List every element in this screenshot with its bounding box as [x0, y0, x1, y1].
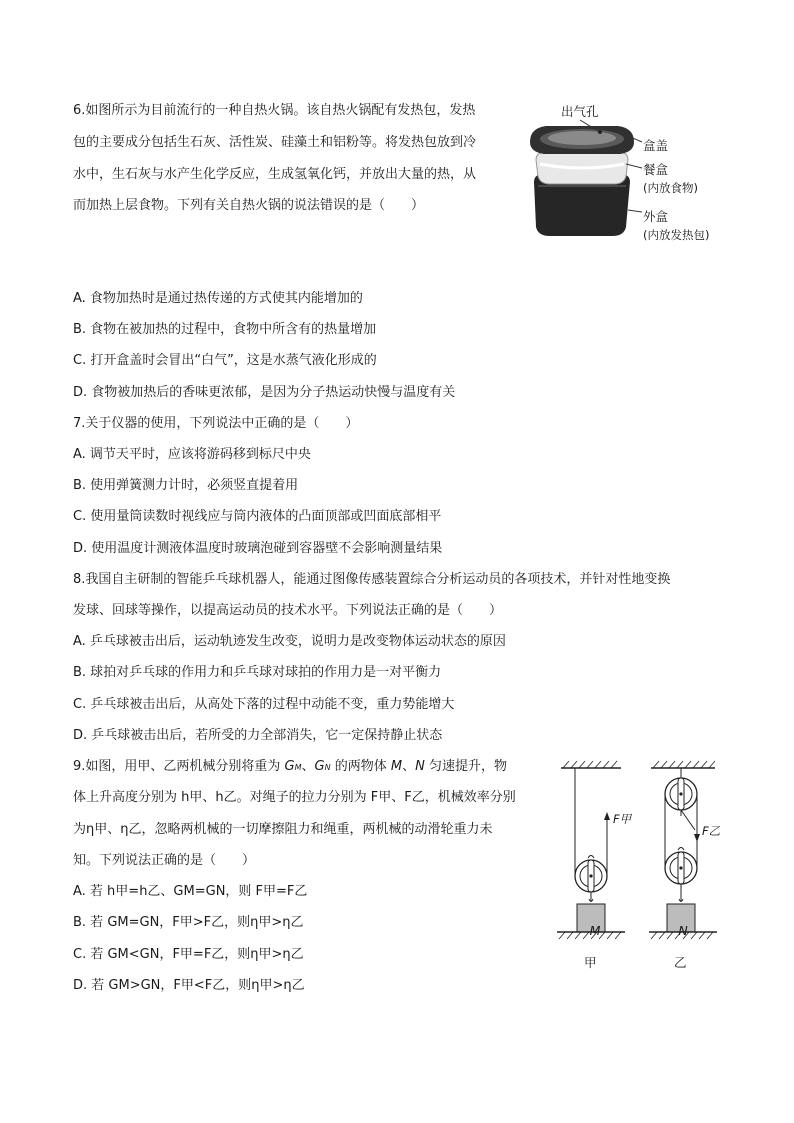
q7-option-a: A. 调节天平时，应该将游码移到标尺中央 — [73, 447, 311, 462]
hotpot-illustration — [520, 112, 720, 247]
outer-label: 外盒 — [643, 209, 669, 224]
q9-l1-gm: G — [284, 759, 295, 774]
force-label-left: F甲 — [613, 812, 632, 826]
q9-option-d: D. 若 GM>GN，F甲<F乙，则η甲>η乙 — [73, 978, 305, 993]
q9-option-b: B. 若 GM=GN，F甲>F乙，则η甲>η乙 — [73, 915, 304, 930]
q9-l1-pre: 9.如图，用甲、乙两机械分别将重为 — [73, 759, 285, 774]
q7-option-c: C. 使用量筒读数时视线应与筒内液体的凸面顶部或凹面底部相平 — [73, 509, 442, 524]
q9-stem-line-1 — [73, 759, 507, 776]
q9-l1-dun: 、 — [402, 759, 416, 774]
q9-l1-n: N — [324, 763, 331, 772]
q7-option-d: D. 使用温度计测液体温度时玻璃泡碰到容器壁不会影响测量结果 — [73, 541, 443, 556]
caption-yi: 乙 — [674, 955, 687, 970]
q6-stem-line-3: 水中，生石灰与水产生化学反应，生成氢氧化钙，并放出大量的热，从 — [73, 167, 477, 182]
q9-l1-gn: G — [314, 759, 325, 774]
q7-stem: 7.关于仪器的使用，下列说法中正确的是（ ） — [73, 416, 359, 431]
lid-label: 盒盖 — [643, 138, 669, 153]
q9-l1-post: 匀速提升，物 — [424, 759, 507, 774]
q6-option-a: A. 食物加热时是通过热传递的方式使其内能增加的 — [73, 291, 363, 306]
q8-stem-line-1: 8.我国自主研制的智能乒乓球机器人，能通过图像传感装置综合分析运动员的各项技术，并针对性地变换 — [73, 572, 671, 587]
q8-stem-line-2: 发球、回球等操作，以提高运动员的技术水平。下列说法正确的是（ ） — [73, 603, 503, 618]
q6-stem-line-2: 包的主要成分包括生石灰、活性炭、硅藻土和铝粉等。将发热包放到冷 — [73, 135, 477, 150]
tray-note: (内放食物) — [643, 181, 698, 195]
outer-note: (内放发热包) — [643, 228, 710, 242]
q8-option-d: D. 乒乓球被击出后，若所受的力全部消失，它一定保持静止状态 — [73, 728, 443, 743]
vent-label: 出气孔 — [561, 104, 599, 119]
q9-stem-line-3: 为η甲、η乙，忽略两机械的一切摩擦阻力和绳重，两机械的动滑轮重力未 — [73, 822, 493, 837]
caption-jia: 甲 — [584, 955, 597, 970]
q9-stem-line-4: 知。下列说法正确的是（ ） — [73, 853, 256, 868]
q9-l1-m: M — [294, 763, 302, 772]
tray-label: 餐盒 — [643, 162, 669, 177]
q9-option-c: C. 若 GM<GN，F甲=F乙，则η甲>η乙 — [73, 947, 304, 962]
q7-option-b: B. 使用弹簧测力计时，必须竖直提着用 — [73, 478, 299, 493]
q8-option-a: A. 乒乓球被击出后，运动轨迹发生改变，说明力是改变物体运动状态的原因 — [73, 634, 506, 649]
q9-l1-M: M — [390, 759, 403, 774]
q6-option-b: B. 食物在被加热的过程中，食物中所含有的热量增加 — [73, 322, 377, 337]
q6-option-c: C. 打开盒盖时会冒出“白气”，这是水蒸气液化形成的 — [73, 353, 377, 368]
q9-l1-mid: 的两物体 — [330, 759, 391, 774]
q9-stem-line-2: 体上升高度分别为 h甲、h乙。对绳子的拉力分别为 F甲、F乙，机械效率分别 — [73, 790, 516, 805]
q6-stem-line-1: 6.如图所示为目前流行的一种自热火锅。该自热火锅配有发热包，发热 — [73, 103, 476, 118]
q6-stem-line-4: 而加热上层食物。下列有关自热火锅的说法错误的是（ ） — [73, 198, 425, 213]
q9-l1-N: N — [415, 759, 425, 774]
q8-option-b: B. 球拍对乒乓球的作用力和乒乓球对球拍的作用力是一对平衡力 — [73, 665, 442, 680]
pulley-diagram — [555, 758, 725, 963]
q8-option-c: C. 乒乓球被击出后，从高处下落的过程中动能不变，重力势能增大 — [73, 697, 455, 712]
force-label-right: F乙 — [702, 824, 721, 838]
q9-l1-sep: 、 — [301, 759, 315, 774]
q9-option-a: A. 若 h甲=h乙、GM=GN，则 F甲=F乙 — [73, 884, 308, 899]
block-m-label: M — [589, 923, 601, 938]
q6-option-d: D. 食物被加热后的香味更浓郁，是因为分子热运动快慢与温度有关 — [73, 385, 456, 400]
block-n-label: N — [678, 923, 688, 938]
